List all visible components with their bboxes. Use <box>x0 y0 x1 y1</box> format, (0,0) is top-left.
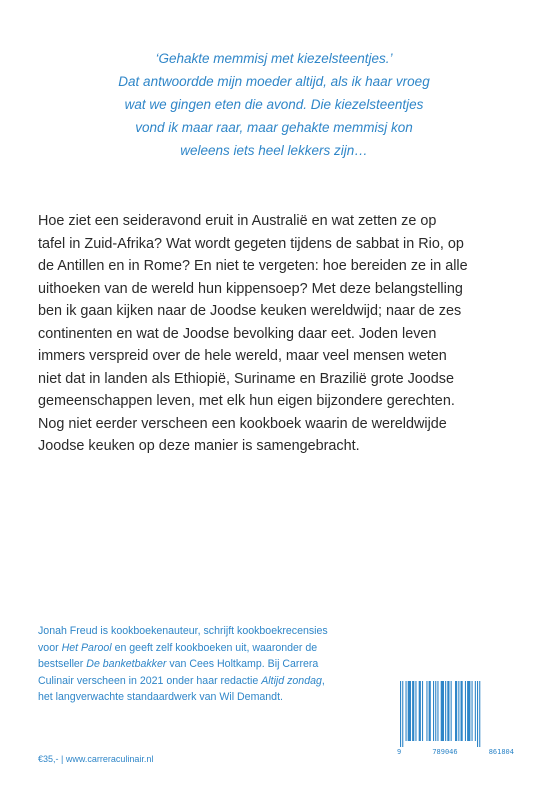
blurb-line: continenten en wat de Joodse bevolking daar eet. Joden leven <box>38 325 437 342</box>
barcode-bar <box>415 681 416 741</box>
barcode-bar <box>447 681 449 741</box>
quote-line: Dat antwoordde mijn moeder altijd, als ik haar vroeg <box>118 74 430 89</box>
barcode-digit-group: 9 <box>397 748 402 756</box>
bio-line <box>38 673 378 690</box>
bio-line <box>38 656 378 673</box>
barcode-bar <box>445 681 446 741</box>
barcode-bar <box>461 681 463 741</box>
barcode-digit-group: 789046 <box>432 748 458 756</box>
barcode-bar <box>441 681 444 741</box>
barcode-bar <box>455 681 457 741</box>
blurb-line: Joodse keuken op deze manier is samengebracht. <box>38 438 360 454</box>
barcode-bar <box>477 681 478 747</box>
barcode-bar <box>472 681 473 741</box>
blurb-line: ben ik gaan kijken naar de Joodse keuken wereldwijd; naar de zes <box>38 303 462 319</box>
back-cover-quote <box>40 47 508 162</box>
author-bio <box>38 623 378 706</box>
bio-text: bestseller <box>38 658 87 670</box>
barcode-bar <box>435 681 436 741</box>
bio-title-emphasis: Altijd zondag <box>261 674 322 687</box>
barcode-bar <box>429 681 431 741</box>
barcode-digit-group: 861804 <box>488 748 514 756</box>
barcode-bar <box>408 681 411 741</box>
isbn-barcode <box>397 681 514 759</box>
blurb-line: tafel in Zuid-Afrika? Wat wordt gegeten tijdens de sabbat in Rio, op <box>38 235 464 252</box>
barcode-bar <box>400 681 401 747</box>
bio-text: van Cees Holtkamp. Bij Carrera <box>166 658 319 670</box>
blurb-line: uithoeken van de wereld hun kippensoep? Met deze belangstelling <box>38 280 463 297</box>
barcode-bar <box>479 681 480 747</box>
barcode-bar <box>402 681 403 747</box>
bio-line: Jonah Freud is kookboekenauteur, schrijft kookboekrecensies <box>38 625 328 637</box>
barcode-bar <box>406 681 407 741</box>
bio-title-emphasis: Het Parool <box>61 641 112 654</box>
quote-line: vond ik maar raar, maar gehakte memmisj kon <box>135 120 413 135</box>
barcode-bar <box>458 681 459 741</box>
barcode-bar <box>426 681 427 741</box>
barcode-digits <box>397 748 514 756</box>
bio-line <box>38 640 378 657</box>
blurb-paragraph <box>38 210 518 458</box>
bio-title-emphasis: De banketbakker <box>86 658 167 670</box>
barcode-bar <box>467 681 470 741</box>
barcode-bar <box>433 681 434 741</box>
barcode-bar <box>419 681 421 741</box>
barcode-bars <box>397 681 514 747</box>
bio-text: voor <box>38 641 62 654</box>
bio-text: Culinair verscheen in 2021 onder haar redactie <box>38 674 262 687</box>
barcode-bar <box>465 681 466 741</box>
barcode-bar <box>475 681 476 741</box>
blurb-line: Hoe ziet een seideravond eruit in Australië en wat zetten ze op <box>38 213 437 229</box>
bio-text: , <box>321 674 325 687</box>
bio-text: en geeft zelf kookboeken uit, waaronder de <box>111 641 318 654</box>
blurb-line: Nog niet eerder verscheen een kookboek waarin de wereldwijde <box>38 415 447 432</box>
blurb-line: de Antillen en in Rome? En niet te vergeten: hoe bereiden ze in alle <box>38 258 468 274</box>
blurb-line: gemeenschappen leven, met elk hun eigen bijzondere gerechten. <box>38 393 455 409</box>
quote-line: ‘Gehakte memmisj met kiezelsteentjes.’ <box>155 51 393 66</box>
blurb-line: immers verspreid over de hele wereld, maar veel mensen weten <box>38 348 447 364</box>
barcode-bar <box>422 681 423 741</box>
barcode-bar <box>437 681 438 741</box>
price-and-website: €35,- | www.carreraculinair.nl <box>38 754 154 764</box>
blurb-line: niet dat in landen als Ethiopië, Suriname en Brazilië grote Joodse <box>38 370 454 387</box>
quote-line: wat we gingen eten die avond. Die kiezelsteentjes <box>124 97 424 112</box>
barcode-bar <box>451 681 452 741</box>
barcode-bar <box>412 681 414 741</box>
bio-line: het langverwachte standaardwerk van Wil Demandt. <box>38 691 283 703</box>
quote-line: weleens iets heel lekkers zijn… <box>180 143 368 158</box>
